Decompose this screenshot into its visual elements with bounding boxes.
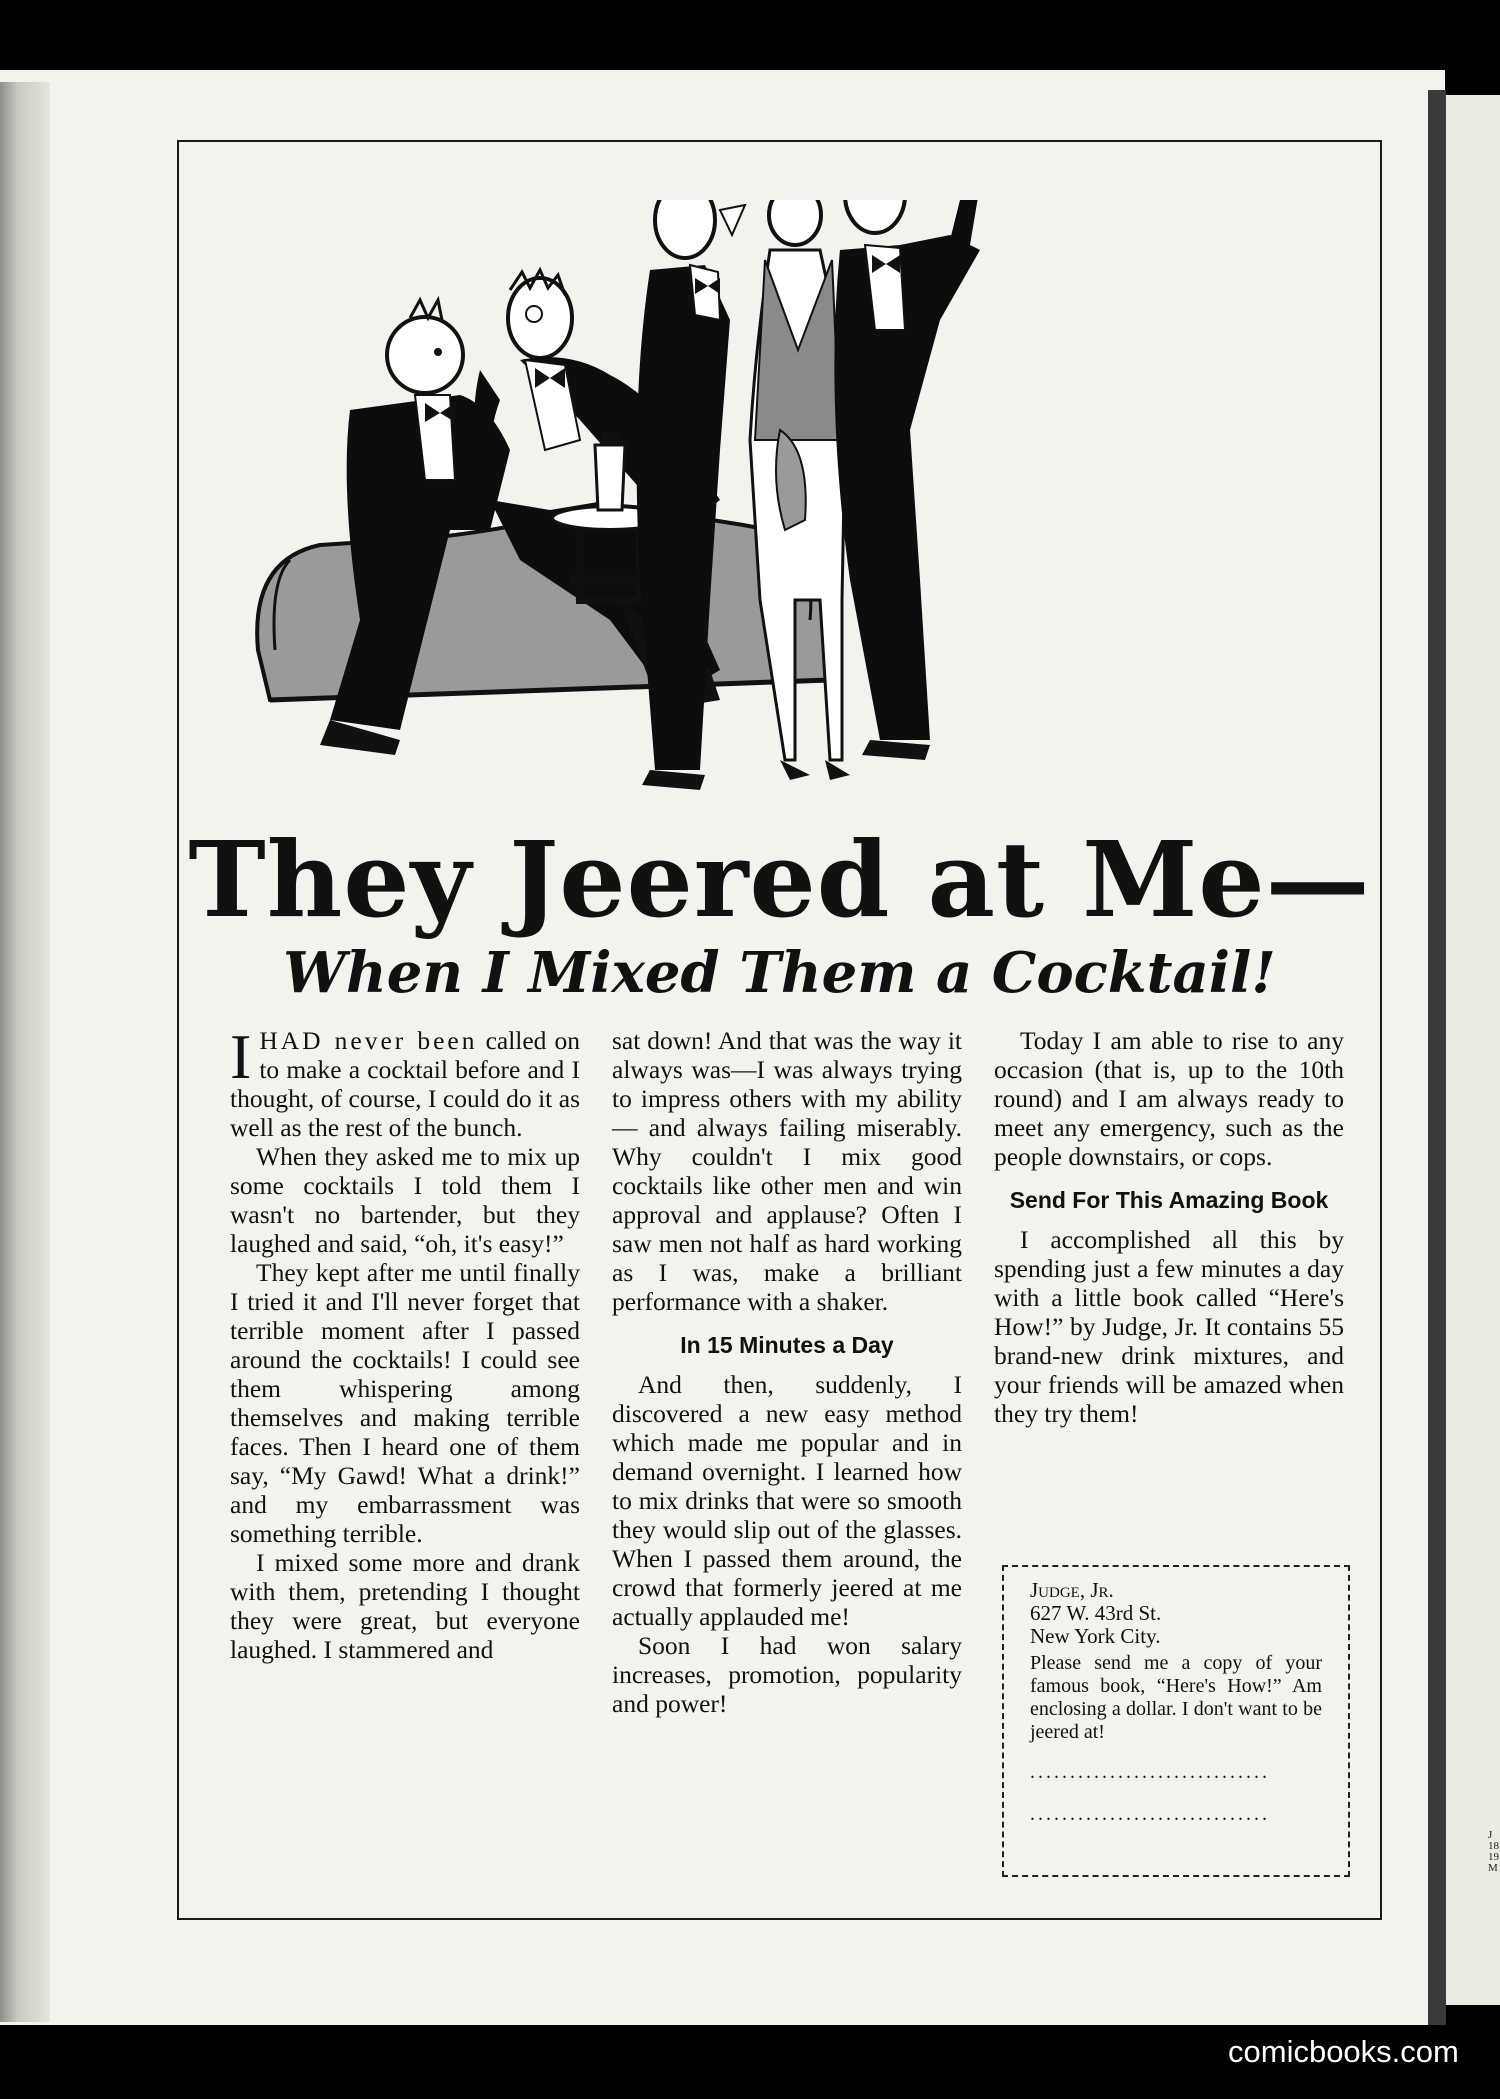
coupon-message: Please send me a copy of your famous book, “Here's How!” Am enclosing a dollar. I don't want to be jeered at! (1030, 1652, 1322, 1743)
coupon-addressee: Judge, Jr. (1030, 1578, 1114, 1602)
article-column-1 (230, 1021, 581, 1664)
coupon-name-line[interactable]: .............................. (1030, 1761, 1270, 1783)
drop-cap: I (230, 1021, 252, 1092)
paragraph: sat down! And that was the way it always was—I was always trying to impress others with my ability — and always failing miserably. Why couldn't I mix good cocktails like other men and win approval and applause? Often I saw men not half as hard working as I was, make a brilliant performance with a shaker. (612, 1026, 962, 1316)
adjacent-page-line: 18 (1488, 1840, 1499, 1852)
paragraph: Soon I had won salary increases, promotion, popularity and power! (612, 1631, 962, 1718)
paragraph: They kept after me until finally I tried it and I'll never forget that terrible moment after I passed around the cocktails! I could see them whispering among themselves and making terrible faces. Then I heard one of them say, “My Gawd! What a drink!” and my embarrassment was something terrible. (230, 1258, 580, 1548)
article-column-2 (612, 1026, 962, 1718)
section-heading: In 15 Minutes a Day (680, 1332, 894, 1358)
coupon-address-line[interactable]: .............................. (1030, 1803, 1270, 1825)
adjacent-page-line: M (1488, 1862, 1498, 1874)
adjacent-page-line: J (1488, 1829, 1493, 1841)
party-illustration (250, 200, 1310, 820)
adjacent-page (1446, 95, 1500, 2005)
paragraph: I accomplished all this by spending just a few minutes a day with a little book called “Here's How!” by Judge, Jr. It contains 55 brand-new drink mixtures, and your friends will be amazed when they try them! (994, 1225, 1344, 1428)
paragraph-text: called on to make a cocktail before and I thought, of course, I could do it as well as the rest of the bunch. (230, 1026, 581, 1142)
page-gutter (0, 82, 50, 2022)
paragraph: When they asked me to mix up some cocktails I told them I wasn't no bartender, but they laughed and said, “oh, it's easy!” (230, 1142, 580, 1258)
page-edge-shadow (1428, 90, 1446, 2025)
coupon-street: 627 W. 43rd St. (1030, 1601, 1162, 1625)
adjacent-page-line: 19 (1488, 1851, 1499, 1863)
standing-man-right (834, 200, 985, 760)
paragraph (230, 1021, 581, 1142)
paragraph: And then, suddenly, I discovered a new easy method which made me popular and in demand overnight. I learned how to mix drinks that were so smooth they would slip out of the glasses. When I passed them around, the crowd that formerly jeered at me actually applauded me! (612, 1370, 962, 1631)
watermark: comicbooks.com (1228, 2034, 1459, 2069)
coupon-city: New York City. (1030, 1624, 1161, 1648)
adjacent-page-text (1488, 1830, 1499, 1874)
order-coupon[interactable] (1002, 1565, 1350, 1877)
standing-man-left (637, 200, 745, 790)
headline: They Jeered at Me— (188, 818, 1371, 941)
article-column-3 (994, 1026, 1344, 1428)
opening-words: HAD never been (259, 1026, 478, 1055)
subheadline: When I Mixed Them a Cocktail! (283, 940, 1276, 1006)
section-heading: Send For This Amazing Book (1009, 1187, 1329, 1213)
paragraph: I mixed some more and drank with them, pretending I thought they were great, but everyone laughed. I stammered and (230, 1548, 580, 1664)
woman-figure (750, 200, 850, 780)
paragraph: Today I am able to rise to any occasion (that is, up to the 10th round) and I am always ready to meet any emergency, such as the people downstairs, or cops. (994, 1026, 1344, 1171)
